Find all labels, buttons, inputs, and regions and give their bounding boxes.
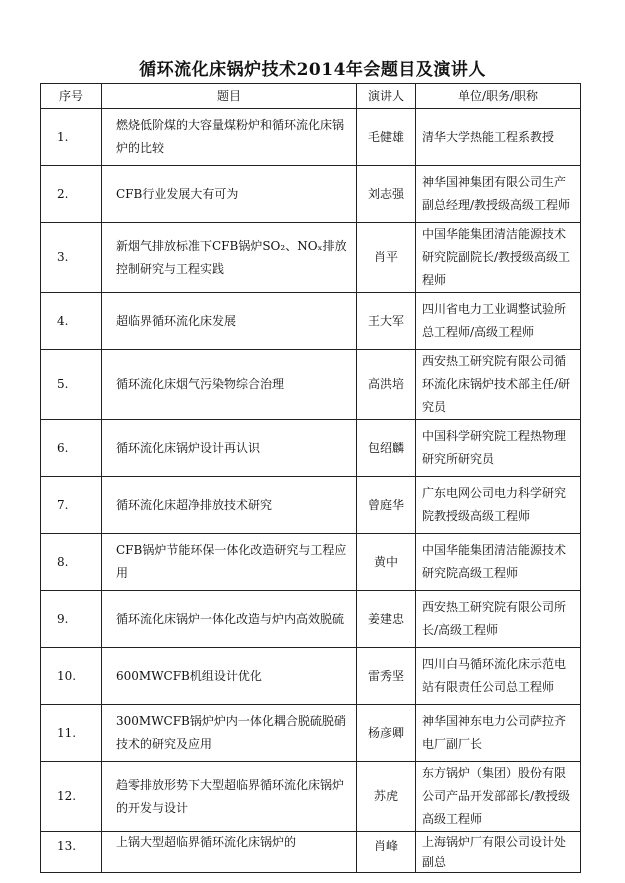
row-topic: 600MWCFB机组设计优化 <box>102 648 357 705</box>
row-speaker: 杨彦卿 <box>357 705 416 762</box>
row-topic: 循环流化床超净排放技术研究 <box>102 477 357 534</box>
row-affiliation: 西安热工研究院有限公司所长/高级工程师 <box>416 591 581 648</box>
row-topic: 循环流化床锅炉一体化改造与炉内高效脱硫 <box>102 591 357 648</box>
row-topic: 趋零排放形势下大型超临界循环流化床锅炉的开发与设计 <box>102 762 357 832</box>
row-topic: 超临界循环流化床发展 <box>102 293 357 350</box>
agenda-table <box>40 83 581 873</box>
header-affiliation: 单位/职务/职称 <box>416 84 581 109</box>
row-affiliation: 四川省电力工业调整试验所总工程师/高级工程师 <box>416 293 581 350</box>
row-topic: CFB行业发展大有可为 <box>102 166 357 223</box>
row-number: 6. <box>41 420 102 477</box>
table-row <box>41 350 581 420</box>
row-speaker: 姜建忠 <box>357 591 416 648</box>
row-number: 9. <box>41 591 102 648</box>
table-row <box>41 705 581 762</box>
row-affiliation: 广东电网公司电力科学研究院教授级高级工程师 <box>416 477 581 534</box>
table-row <box>41 293 581 350</box>
row-affiliation: 上海锅炉厂有限公司设计处副总 <box>416 832 581 873</box>
row-number: 1. <box>41 109 102 166</box>
row-number: 4. <box>41 293 102 350</box>
row-topic: 上锅大型超临界循环流化床锅炉的 <box>102 832 357 873</box>
row-speaker: 王大军 <box>357 293 416 350</box>
row-affiliation: 神华国神集团有限公司生产副总经理/教授级高级工程师 <box>416 166 581 223</box>
table-row <box>41 762 581 832</box>
row-topic: 循环流化床锅炉设计再认识 <box>102 420 357 477</box>
row-number: 2. <box>41 166 102 223</box>
row-topic: 燃烧低阶煤的大容量煤粉炉和循环流化床锅炉的比较 <box>102 109 357 166</box>
table-row <box>41 534 581 591</box>
table-header-row <box>41 84 581 109</box>
row-affiliation: 四川白马循环流化床示范电站有限责任公司总工程师 <box>416 648 581 705</box>
row-speaker: 毛健雄 <box>357 109 416 166</box>
row-speaker: 肖峰 <box>357 832 416 873</box>
row-number: 8. <box>41 534 102 591</box>
row-affiliation: 东方锅炉（集团）股份有限公司产品开发部部长/教授级高级工程师 <box>416 762 581 832</box>
row-affiliation: 清华大学热能工程系教授 <box>416 109 581 166</box>
row-number: 11. <box>41 705 102 762</box>
table-row <box>41 420 581 477</box>
header-topic: 题目 <box>102 84 357 109</box>
table-row <box>41 648 581 705</box>
row-affiliation: 中国科学研究院工程热物理研究所研究员 <box>416 420 581 477</box>
row-speaker: 刘志强 <box>357 166 416 223</box>
row-speaker: 曾庭华 <box>357 477 416 534</box>
row-affiliation: 西安热工研究院有限公司循环流化床锅炉技术部主任/研究员 <box>416 350 581 420</box>
row-speaker: 高洪培 <box>357 350 416 420</box>
row-speaker: 包绍麟 <box>357 420 416 477</box>
page-title: 循环流化床锅炉技术2014年会题目及演讲人 <box>139 60 486 80</box>
table-row <box>41 832 581 873</box>
row-speaker: 黄中 <box>357 534 416 591</box>
row-speaker: 苏虎 <box>357 762 416 832</box>
row-number: 12. <box>41 762 102 832</box>
table-row <box>41 166 581 223</box>
row-affiliation: 中国华能集团清洁能源技术研究院高级工程师 <box>416 534 581 591</box>
table-row <box>41 477 581 534</box>
row-number: 13. <box>41 832 102 873</box>
row-topic: CFB锅炉节能环保一体化改造研究与工程应用 <box>102 534 357 591</box>
header-no: 序号 <box>41 84 102 109</box>
row-number: 3. <box>41 223 102 293</box>
table-row <box>41 591 581 648</box>
row-speaker: 雷秀坚 <box>357 648 416 705</box>
row-number: 7. <box>41 477 102 534</box>
row-speaker: 肖平 <box>357 223 416 293</box>
row-affiliation: 中国华能集团清洁能源技术研究院副院长/教授级高级工程师 <box>416 223 581 293</box>
row-number: 5. <box>41 350 102 420</box>
row-topic: 300MWCFB锅炉炉内一体化耦合脱硫脱硝技术的研究及应用 <box>102 705 357 762</box>
row-topic: 新烟气排放标准下CFB锅炉SO₂、NOₓ排放控制研究与工程实践 <box>102 223 357 293</box>
row-affiliation: 神华国神东电力公司萨拉齐电厂副厂长 <box>416 705 581 762</box>
row-topic: 循环流化床烟气污染物综合治理 <box>102 350 357 420</box>
row-number: 10. <box>41 648 102 705</box>
table-row <box>41 223 581 293</box>
table-row <box>41 109 581 166</box>
header-speaker: 演讲人 <box>357 84 416 109</box>
